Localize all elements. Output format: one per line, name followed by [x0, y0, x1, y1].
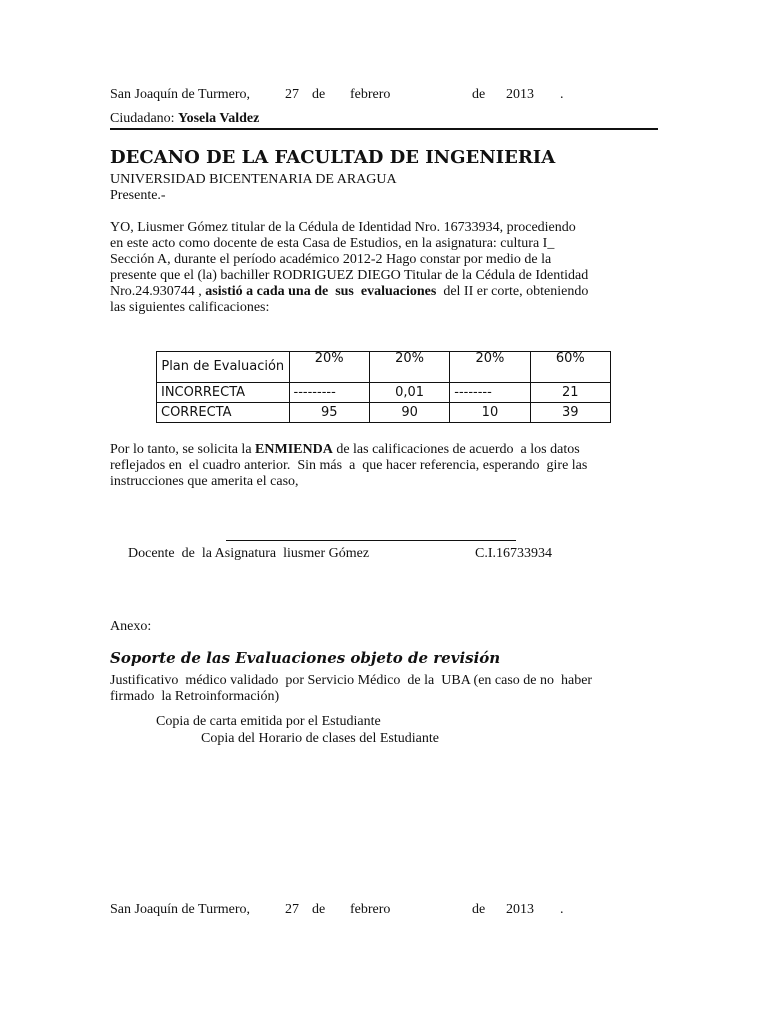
- header-month: febrero: [350, 87, 391, 102]
- table-cell: CORRECTA: [157, 403, 290, 423]
- annex-title: Soporte de las Evaluaciones objeto de revisión: [110, 649, 501, 667]
- table-cell: 90: [369, 403, 449, 423]
- annex-line: firmado la Retroinformación): [110, 689, 280, 704]
- table-header-cell: Plan de Evaluación: [157, 352, 290, 383]
- table-cell: 39: [530, 403, 610, 423]
- addressee-title: DECANO DE LA FACULTAD DE INGENIERIA: [110, 147, 556, 168]
- table-header-cell: 60%: [530, 352, 610, 383]
- footer-city: San Joaquín de Turmero,: [110, 902, 250, 917]
- table-header-cell: 20%: [289, 352, 369, 383]
- header-divider: [110, 128, 658, 130]
- recipient-label: Ciudadano:: [110, 111, 175, 126]
- table-header-row: [157, 352, 611, 383]
- body-line: presente que el (la) bachiller RODRIGUEZ DIEGO Titular de la Cédula de Identidad: [110, 268, 589, 283]
- header-city: San Joaquín de Turmero,: [110, 87, 250, 102]
- table-cell: 10: [450, 403, 530, 423]
- body-line: Sección A, durante el período académico 2012-2 Hago constar por medio de la: [110, 252, 552, 267]
- annex-line: Justificativo médico validado por Servicio Médico de la UBA (en caso de no haber: [110, 673, 593, 688]
- signature-ci: C.I.16733934: [475, 546, 552, 561]
- table-row: [157, 403, 611, 423]
- footer-year: 2013: [506, 902, 534, 917]
- footer-de: de: [312, 902, 326, 917]
- header-de: de: [472, 87, 486, 102]
- table-cell: --------: [450, 383, 530, 403]
- table-row: [157, 383, 611, 403]
- table-cell: ---------: [289, 383, 369, 403]
- footer-day: 27: [285, 902, 299, 917]
- body-line: en este acto como docente de esta Casa de Estudios, en la asignatura: cultura I_: [110, 236, 555, 251]
- body-line: las siguientes calificaciones:: [110, 300, 270, 315]
- recipient-line: [110, 111, 259, 127]
- recipient-name: Yosela Valdez: [178, 111, 260, 126]
- addressee-presente: Presente.-: [110, 188, 166, 203]
- closing-line: reflejados en el cuadro anterior. Sin más a que hacer referencia, esperando gire las: [110, 458, 588, 473]
- signature-line: [226, 540, 516, 541]
- signature-label: Docente de la Asignatura liusmer Gómez: [128, 546, 370, 561]
- table-cell: 95: [289, 403, 369, 423]
- closing-bold-text: ENMIENDA: [255, 442, 333, 457]
- body-bold-text: asistió a cada una de sus evaluaciones: [205, 284, 437, 299]
- footer-month: febrero: [350, 902, 391, 917]
- closing-text: Por lo tanto, se solicita la: [110, 442, 256, 457]
- closing-paragraph: [110, 442, 658, 490]
- table-header-cell: 20%: [369, 352, 449, 383]
- closing-line: [110, 442, 658, 458]
- footer-de: de: [472, 902, 486, 917]
- header-de: de: [312, 87, 326, 102]
- addressee-university: UNIVERSIDAD BICENTENARIA DE ARAGUA: [110, 172, 397, 187]
- grades-table: [156, 351, 611, 423]
- body-text: del II er corte, obteniendo: [436, 284, 589, 299]
- table-header-cell: 20%: [450, 352, 530, 383]
- body-line: YO, Liusmer Gómez titular de la Cédula de Identidad Nro. 16733934, procediendo: [110, 220, 576, 235]
- annex-item: Copia del Horario de clases del Estudiante: [201, 731, 439, 746]
- header-day: 27: [285, 87, 299, 102]
- body-text: Nro.24.930744 ,: [110, 284, 206, 299]
- footer-dot: .: [560, 902, 564, 917]
- table-cell: 0,01: [369, 383, 449, 403]
- annex-label: Anexo:: [110, 619, 152, 634]
- body-line: [110, 284, 658, 300]
- header-year: 2013: [506, 87, 534, 102]
- annex-item: Copia de carta emitida por el Estudiante: [156, 714, 381, 729]
- table-cell: 21: [530, 383, 610, 403]
- body-paragraph: [110, 220, 658, 316]
- table-cell: INCORRECTA: [157, 383, 290, 403]
- closing-text: de las calificaciones de acuerdo a los datos: [332, 442, 580, 457]
- closing-line: instrucciones que amerita el caso,: [110, 474, 299, 489]
- header-dot: .: [560, 87, 564, 102]
